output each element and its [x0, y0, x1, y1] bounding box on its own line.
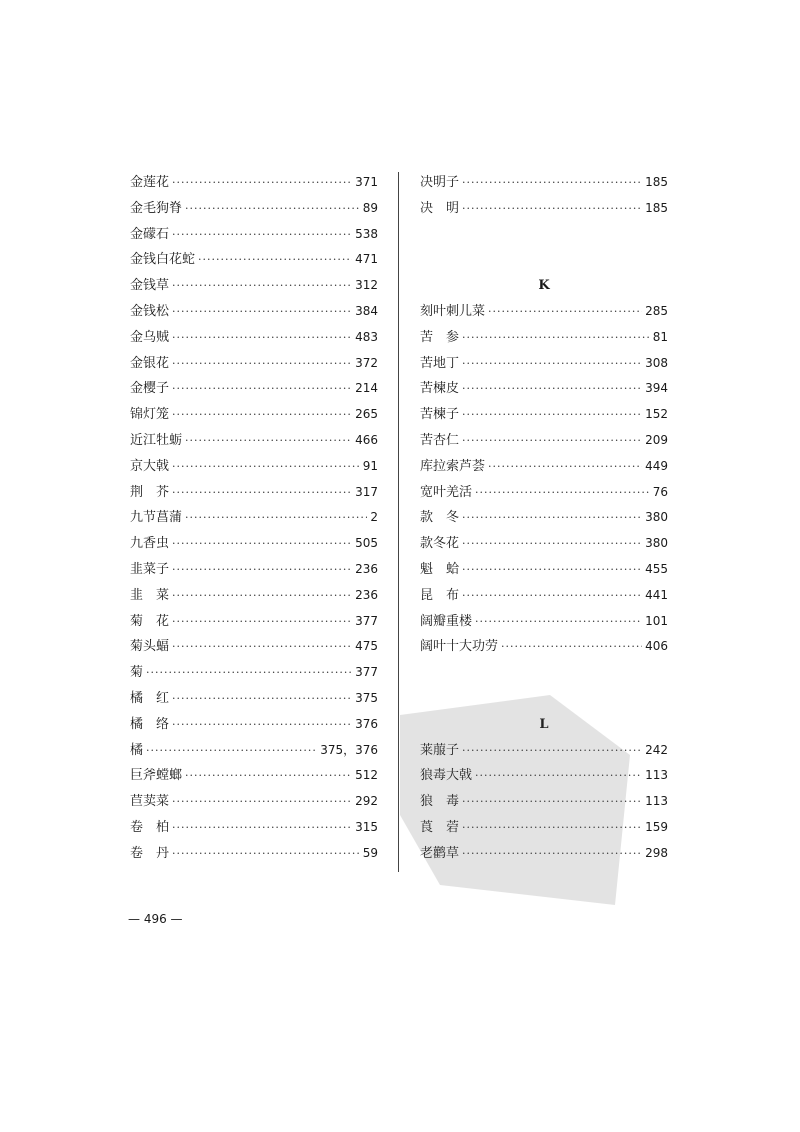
entry-term: 锦灯笼: [130, 407, 170, 423]
index-entry: [420, 609, 668, 635]
index-entry: [130, 480, 378, 506]
entry-term: 九节菖蒲: [130, 510, 183, 526]
entry-term: 金钱草: [130, 278, 170, 294]
entry-term: 阔叶十大功劳: [420, 639, 499, 655]
leader-dots: [172, 531, 352, 557]
entry-page-number: 505: [355, 536, 378, 551]
leader-dots: [172, 634, 352, 660]
entry-page-number: 317: [355, 484, 378, 499]
entry-page-number: 285: [645, 303, 668, 318]
index-entry: [130, 634, 378, 660]
leader-dots: [172, 454, 360, 480]
leader-dots: [185, 505, 367, 531]
entry-page-number: 377: [355, 665, 378, 680]
entry-term: 京大戟: [130, 458, 170, 474]
entry-page-number: 81: [652, 329, 668, 344]
index-entry: [130, 557, 378, 583]
leader-dots: [462, 376, 642, 402]
index-entry: [420, 351, 668, 377]
entry-term: 金乌贼: [130, 329, 170, 345]
leader-dots: [172, 480, 352, 506]
leader-dots: [462, 531, 642, 557]
leader-dots: [172, 222, 352, 248]
entry-page-number: 236: [355, 561, 378, 576]
entry-term: 款 冬: [420, 510, 460, 526]
section-k-heading: K: [538, 278, 550, 294]
index-entry: [420, 170, 668, 196]
entry-term: 库拉索芦荟: [420, 458, 486, 474]
leader-dots: [462, 738, 642, 764]
index-entry: [130, 222, 378, 248]
index-entry: [130, 531, 378, 557]
entry-page-number: 185: [645, 175, 668, 189]
entry-page-number: 449: [645, 458, 668, 473]
entry-page-number: 236: [355, 587, 378, 602]
entry-page-number: 441: [645, 587, 668, 602]
entry-page-number: 152: [645, 407, 668, 422]
entry-term: 狼毒大戟: [420, 768, 473, 784]
index-entry: [130, 247, 378, 273]
index-entry: [130, 376, 378, 402]
leader-dots: [172, 170, 352, 196]
leader-dots: [475, 480, 650, 506]
index-entry: [130, 763, 378, 789]
page-number: — 496 —: [128, 912, 183, 926]
entry-page-number: 471: [355, 252, 378, 267]
index-entry: [130, 196, 378, 222]
index-entry: [420, 531, 668, 557]
index-entry: [420, 454, 668, 480]
index-entry: [130, 609, 378, 635]
index-entry: [420, 402, 668, 428]
leader-dots: [172, 402, 352, 428]
entry-page-number: 91: [362, 458, 378, 473]
index-entry: [130, 841, 378, 867]
entry-term: 狼 毒: [420, 794, 460, 810]
entry-term: 韭 菜: [130, 587, 170, 603]
entry-page-number: 377: [355, 613, 378, 628]
entry-term: 苦地丁: [420, 355, 460, 371]
entry-term: 卷 柏: [130, 819, 170, 835]
entry-term: 决 明: [420, 200, 460, 216]
entry-page-number: 483: [355, 329, 378, 344]
entry-term: 金银花: [130, 355, 170, 371]
leader-dots: [172, 557, 352, 583]
section-l-heading: L: [539, 716, 549, 732]
entry-term: 金莲花: [130, 175, 170, 190]
leader-dots: [172, 841, 360, 867]
j-continued-list: [420, 170, 668, 222]
leader-dots: [185, 196, 360, 222]
leader-dots: [172, 712, 352, 738]
entry-term: 决明子: [420, 175, 460, 190]
index-entry: [420, 428, 668, 454]
leader-dots: [172, 686, 352, 712]
index-entry: [130, 428, 378, 454]
leader-dots: [172, 351, 352, 377]
entry-term: 九香虫: [130, 536, 170, 552]
index-entry: [130, 325, 378, 351]
leader-dots: [475, 609, 642, 635]
entry-term: 刻叶刺儿菜: [420, 303, 486, 319]
section-l-list: [420, 738, 668, 867]
entry-page-number: 371: [355, 175, 378, 189]
entry-page-number: 380: [645, 510, 668, 525]
index-entry: [130, 738, 378, 764]
entry-page-number: 375，376: [320, 742, 378, 757]
leader-dots: [488, 454, 642, 480]
entry-term: 菊头蝠: [130, 639, 170, 655]
entry-term: 苦楝子: [420, 407, 460, 423]
leader-dots: [462, 170, 642, 196]
entry-page-number: 265: [355, 407, 378, 422]
entry-term: 金钱松: [130, 303, 170, 319]
entry-page-number: 308: [645, 355, 668, 370]
index-entry: [420, 841, 668, 867]
entry-term: 巨斧螳螂: [130, 768, 183, 784]
index-column-right: [420, 170, 668, 867]
index-entry: [130, 351, 378, 377]
entry-term: 金钱白花蛇: [130, 252, 196, 268]
index-entry: [130, 454, 378, 480]
entry-page-number: 394: [645, 381, 668, 396]
leader-dots: [146, 660, 352, 686]
entry-term: 韭菜子: [130, 561, 170, 577]
entry-term: 老鹳草: [420, 845, 460, 861]
leader-dots: [462, 841, 642, 867]
entry-term: 金礞石: [130, 226, 170, 242]
leader-dots: [462, 505, 642, 531]
index-entry: [420, 299, 668, 325]
entry-term: 近江牡蛎: [130, 432, 183, 448]
entry-term: 莨 菪: [420, 819, 460, 835]
leader-dots: [462, 815, 642, 841]
entry-term: 宽叶羌活: [420, 484, 473, 500]
leader-dots: [488, 299, 642, 325]
entry-term: 昆 布: [420, 587, 460, 603]
index-entry: [420, 325, 668, 351]
entry-page-number: 376: [355, 716, 378, 731]
index-entry: [420, 557, 668, 583]
index-entry: [420, 815, 668, 841]
index-entry: [130, 273, 378, 299]
leader-dots: [172, 273, 352, 299]
index-entry: [130, 170, 378, 196]
leader-dots: [172, 325, 352, 351]
entry-term: 橘: [130, 742, 144, 758]
leader-dots: [462, 557, 642, 583]
entry-page-number: 406: [645, 639, 668, 654]
entry-page-number: 312: [355, 278, 378, 293]
index-entry: [420, 583, 668, 609]
entry-page-number: 455: [645, 561, 668, 576]
leader-dots: [462, 196, 642, 222]
entry-term: 金毛狗脊: [130, 200, 183, 216]
entry-page-number: 242: [645, 742, 668, 757]
entry-page-number: 76: [652, 484, 668, 499]
entry-term: 橘 络: [130, 716, 170, 732]
entry-term: 魁 蛤: [420, 561, 460, 577]
entry-term: 苦楝皮: [420, 381, 460, 397]
leader-dots: [172, 815, 352, 841]
entry-page-number: 113: [645, 768, 668, 783]
index-entry: [130, 299, 378, 325]
index-entry: [130, 660, 378, 686]
leader-dots: [462, 583, 642, 609]
entry-term: 橘 红: [130, 690, 170, 706]
index-entry: [130, 712, 378, 738]
leader-dots: [462, 789, 642, 815]
index-column-left: [130, 170, 378, 867]
entry-page-number: 2: [370, 510, 378, 525]
entry-page-number: 538: [355, 226, 378, 241]
entry-term: 金樱子: [130, 381, 170, 397]
entry-page-number: 101: [645, 613, 668, 628]
entry-term: 菊: [130, 665, 144, 681]
index-entry: [130, 505, 378, 531]
entry-page-number: 185: [645, 200, 668, 215]
index-entry: [420, 376, 668, 402]
entry-page-number: 159: [645, 819, 668, 834]
entry-page-number: 466: [355, 432, 378, 447]
entry-term: 莱菔子: [420, 742, 460, 758]
entry-page-number: 113: [645, 794, 668, 809]
index-entry: [130, 815, 378, 841]
index-entry: [420, 634, 668, 660]
index-entry: [420, 789, 668, 815]
entry-page-number: 292: [355, 794, 378, 809]
index-entry: [130, 583, 378, 609]
entry-page-number: 384: [355, 303, 378, 318]
index-entry: [420, 480, 668, 506]
entry-term: 苦杏仁: [420, 432, 460, 448]
entry-page-number: 380: [645, 536, 668, 551]
leader-dots: [501, 634, 642, 660]
entry-page-number: 475: [355, 639, 378, 654]
leader-dots: [198, 247, 352, 273]
index-entry: [420, 763, 668, 789]
index-entry: [130, 789, 378, 815]
entry-term: 款冬花: [420, 536, 460, 552]
column-divider: [398, 172, 399, 872]
section-k-list: [420, 299, 668, 660]
entry-page-number: 375: [355, 690, 378, 705]
leader-dots: [172, 609, 352, 635]
entry-page-number: 512: [355, 768, 378, 783]
leader-dots: [462, 428, 642, 454]
leader-dots: [462, 325, 650, 351]
leader-dots: [146, 738, 317, 764]
index-entry: [420, 738, 668, 764]
entry-term: 苣荬菜: [130, 794, 170, 810]
entry-page-number: 315: [355, 819, 378, 834]
entry-page-number: 372: [355, 355, 378, 370]
leader-dots: [185, 428, 352, 454]
leader-dots: [172, 583, 352, 609]
entry-page-number: 298: [645, 845, 668, 860]
entry-page-number: 89: [362, 200, 378, 215]
index-entry: [420, 505, 668, 531]
entry-term: 菊 花: [130, 613, 170, 629]
index-entry: [130, 686, 378, 712]
entry-page-number: 59: [362, 845, 378, 860]
entry-term: 卷 丹: [130, 845, 170, 861]
leader-dots: [462, 351, 642, 377]
leader-dots: [475, 763, 642, 789]
index-entry: [130, 402, 378, 428]
leader-dots: [172, 789, 352, 815]
leader-dots: [172, 299, 352, 325]
leader-dots: [462, 402, 642, 428]
entry-page-number: 209: [645, 432, 668, 447]
entry-term: 苦 参: [420, 329, 460, 345]
leader-dots: [172, 376, 352, 402]
entry-term: 荆 芥: [130, 484, 170, 500]
entry-term: 阔瓣重楼: [420, 613, 473, 629]
entry-page-number: 214: [355, 381, 378, 396]
leader-dots: [185, 763, 352, 789]
index-entry: [420, 196, 668, 222]
